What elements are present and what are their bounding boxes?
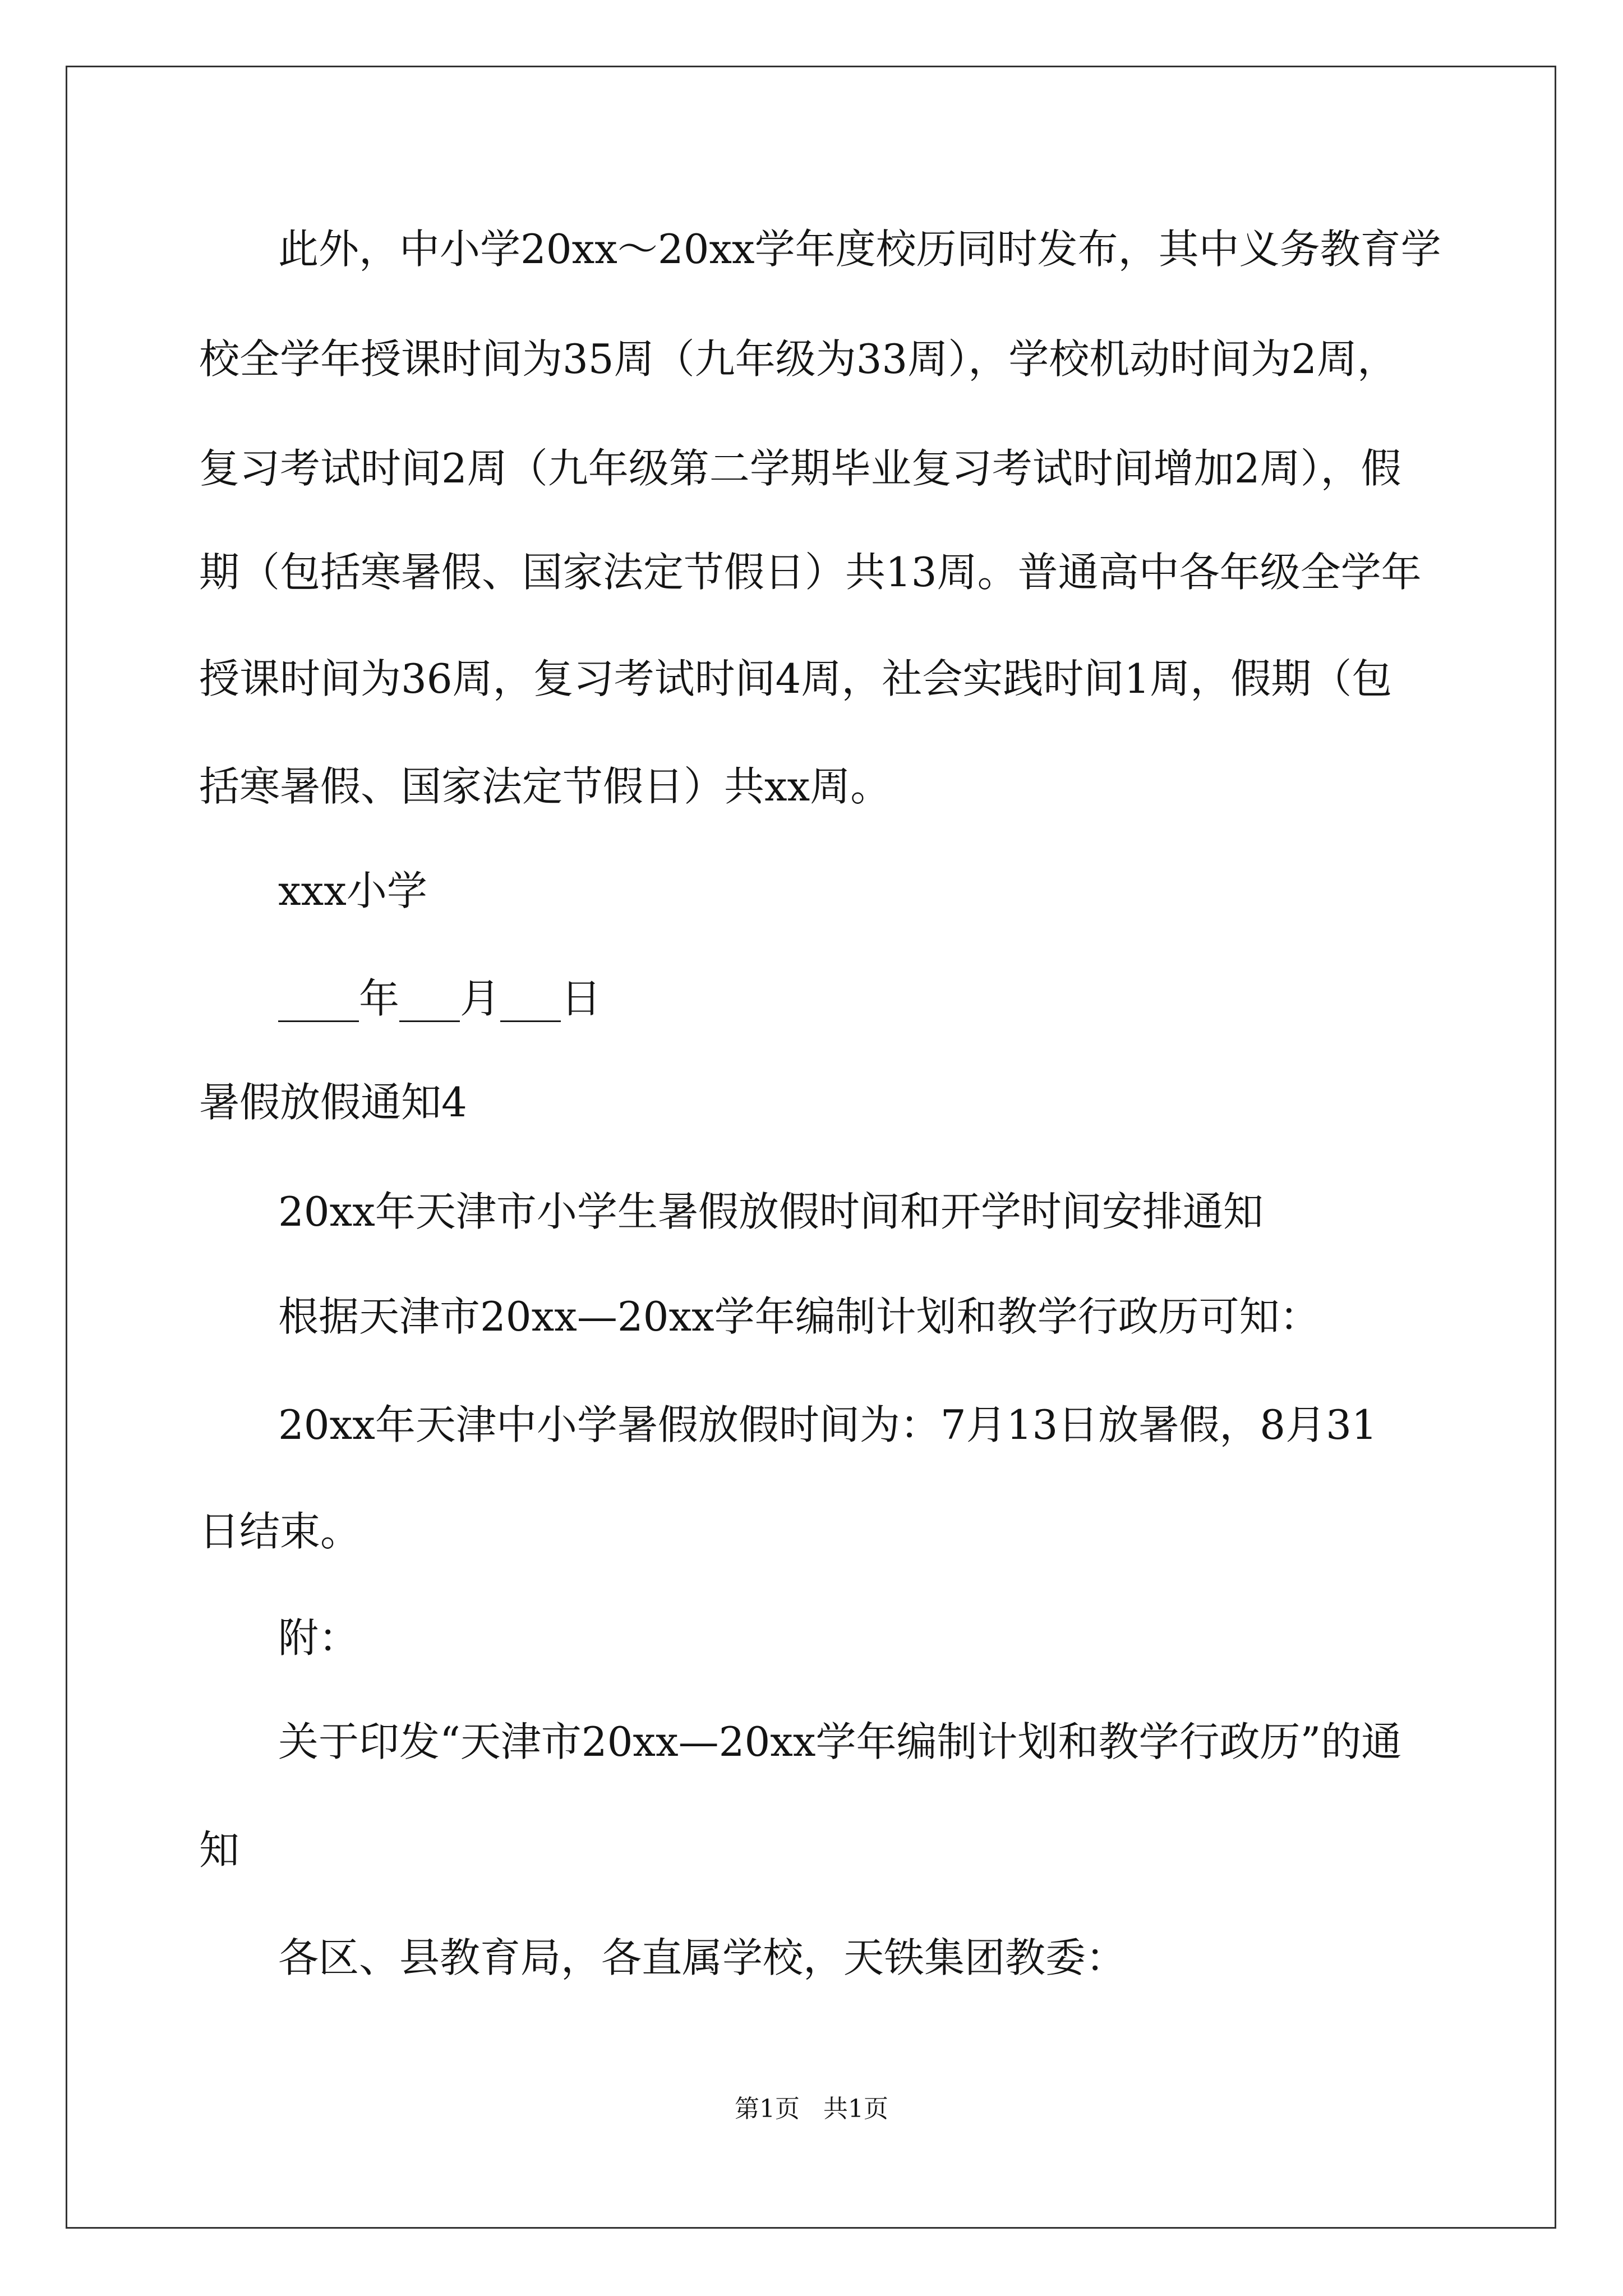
paragraph-line: 各区、县教育局，各直属学校，天铁集团教委：: [278, 1934, 1127, 1981]
section-heading: 暑假放假通知4: [199, 1079, 467, 1126]
paragraph-line: 授课时间为36周，复习考试时间4周，社会实践时间1周，假期（包: [199, 655, 1393, 702]
paragraph-line: 校全学年授课时间为35周（九年级为33周），学校机动时间为2周，: [199, 335, 1398, 383]
signature-school: xxx小学: [278, 867, 427, 914]
paragraph-line: 此外，中小学20xx～20xx学年度校历同时发布，其中义务教育学: [278, 226, 1441, 273]
page-footer: 第1页 共1页: [735, 2095, 888, 2123]
paragraph-line: 20xx年天津中小学暑假放假时间为：7月13日放暑假，8月31: [278, 1401, 1377, 1448]
paragraph-line: 知: [199, 1826, 240, 1874]
notice-title: 20xx年天津市小学生暑假放假时间和开学时间安排通知: [278, 1188, 1264, 1235]
paragraph-line: 期（包括寒暑假、国家法定节假日）共13周。普通高中各年级全学年: [199, 549, 1422, 596]
paragraph-line: 附：: [278, 1614, 359, 1662]
paragraph-line: 关于印发“天津市20xx—20xx学年编制计划和教学行政历”的通: [278, 1718, 1402, 1765]
paragraph-line: 复习考试时间2周（九年级第二学期毕业复习考试时间增加2周），假: [199, 445, 1401, 492]
page-border: [66, 66, 1556, 2229]
paragraph-line: 日结束。: [199, 1508, 361, 1555]
signature-date: ____年___月___日: [278, 975, 602, 1022]
paragraph-line: 根据天津市20xx—20xx学年编制计划和教学行政历可知：: [278, 1293, 1320, 1340]
paragraph-line: 括寒暑假、国家法定节假日）共xx周。: [199, 763, 891, 810]
